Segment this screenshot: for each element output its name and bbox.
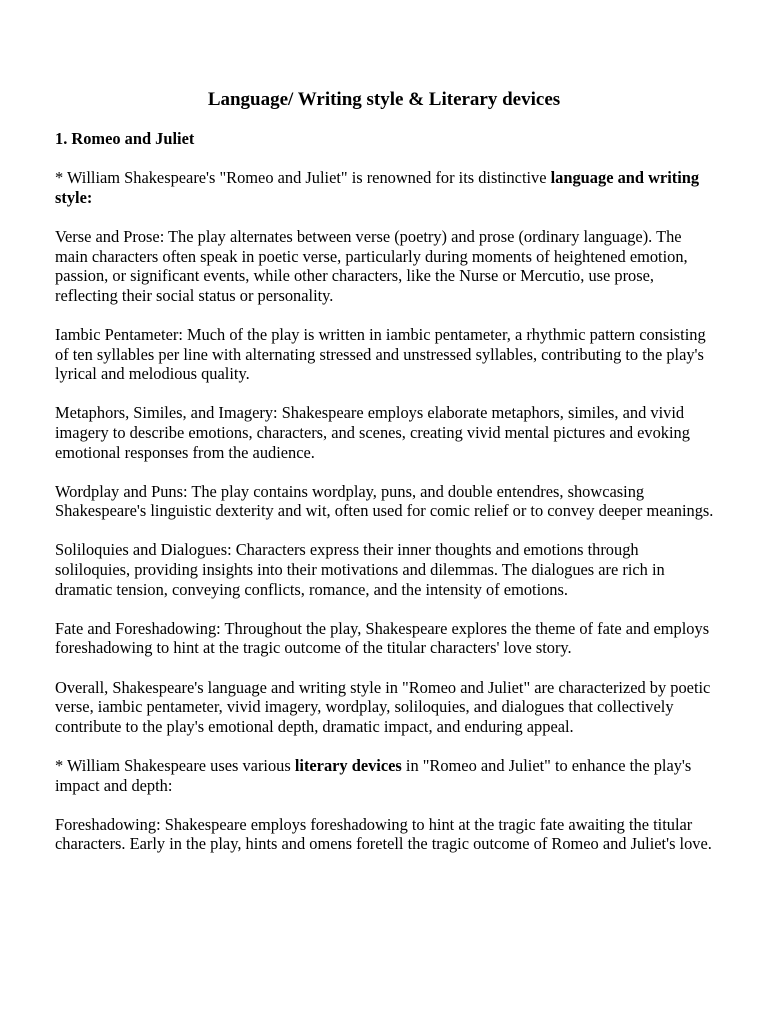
intro-bold-text: literary devices [294, 756, 402, 775]
paragraph-verse-and-prose: Verse and Prose: The play alternates between verse (poetry) and prose (ordinary language). The main characters often speak in poetic verse, particularly during moments of heightened emotion, passion, or significant events, while other characters, like the Nurse or Mercutio, use prose, reflecting their social status or personality. [55, 226, 688, 305]
intro-paragraph-literary-devices [55, 756, 717, 795]
section-heading: 1. Romeo and Juliet [55, 129, 195, 148]
paragraph-wordplay-puns: Wordplay and Puns: The play contains wordplay, puns, and double entendres, showcasing Shakespeare's linguistic dexterity and wit, often used for comic relief or to convey deeper meanings. [55, 481, 714, 521]
paragraph-metaphors-similes-imagery: Metaphors, Similes, and Imagery: Shakespeare employs elaborate metaphors, similes, and vivid imagery to describe emotions, characters, and scenes, creating vivid mental pictures and evoking emotional responses from the audience. [55, 403, 690, 462]
intro-paragraph-language [55, 168, 717, 207]
page-title: Language/ Writing style & Literary devices [207, 89, 561, 110]
intro-text: * William Shakespeare uses various [55, 756, 295, 775]
paragraph-foreshadowing: Foreshadowing: Shakespeare employs foreshadowing to hint at the tragic fate awaiting the titular characters. Early in the play, hints and omens foretell the tragic outcome of Romeo and Juliet's love. [55, 814, 712, 854]
paragraph-fate-foreshadowing: Fate and Foreshadowing: Throughout the play, Shakespeare explores the theme of fate and employs foreshadowing to hint at the tragic outcome of the titular characters' love story. [55, 618, 710, 658]
intro-text-after: in "Romeo and Juliet" to enhance the play's impact and depth: [55, 756, 692, 795]
intro-bold-text: language and writing style: [55, 168, 700, 207]
document-body [55, 129, 717, 874]
paragraph-soliloquies-dialogues: Soliloquies and Dialogues: Characters express their inner thoughts and emotions through soliloquies, providing insights into their motivations and dilemmas. The dialogues are rich in dramatic tension, conveying conflicts, romance, and the intensity of emotions. [55, 540, 665, 599]
paragraph-overall: Overall, Shakespeare's language and writing style in "Romeo and Juliet" are characterized by poetic verse, iambic pentameter, vivid imagery, wordplay, soliloquies, and dialogues that collectively contribute to the play's emotional depth, dramatic impact, and enduring appeal. [55, 677, 711, 736]
intro-text: * William Shakespeare's "Romeo and Juliet" is renowned for its distinctive [55, 168, 551, 188]
paragraph-iambic-pentameter: Iambic Pentameter: Much of the play is written in iambic pentameter, a rhythmic pattern consisting of ten syllables per line with alternating stressed and unstressed syllables, contributing to the play's lyrical and melodious quality. [55, 324, 706, 384]
